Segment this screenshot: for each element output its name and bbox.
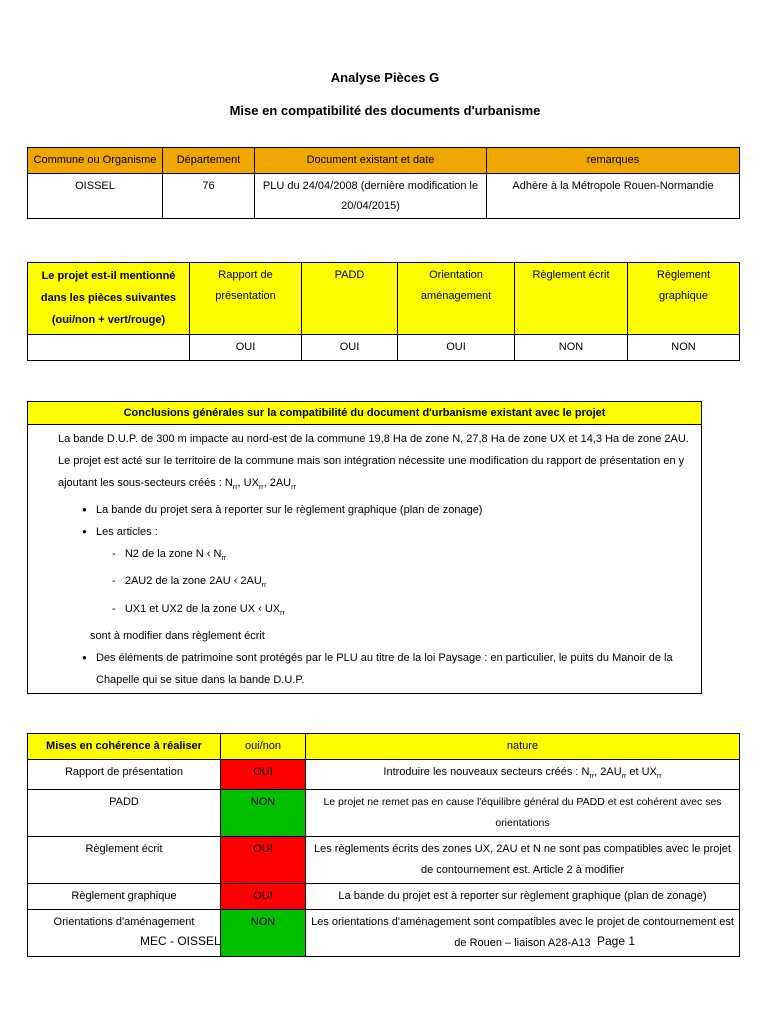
conclusions-header: Conclusions générales sur la compatibilité du document d'urbanisme existant avec le projet bbox=[28, 402, 701, 425]
header-mises: Mises en cohérence à réaliser bbox=[28, 734, 221, 760]
header-padd: PADD bbox=[302, 263, 398, 335]
header-rapport: Rapport de présentation bbox=[190, 263, 302, 335]
header-departement: Département bbox=[163, 148, 255, 174]
value-reglement-graphique: NON bbox=[628, 335, 740, 361]
row-label: PADD bbox=[28, 790, 221, 837]
pieces-table bbox=[27, 262, 740, 361]
dash-item: - N2 de la zone N ‹ $N_{rr}$ bbox=[112, 548, 227, 563]
row-nature: Introduire les nouveaux secteurs créés : $N_{rr}$, $2AU_{rr}$ et $UX_{rr}$ bbox=[306, 760, 740, 790]
dash-item: - 2AU2 de la zone 2AU ‹ $2AU_{rr}$ bbox=[112, 575, 267, 590]
row-label: Règlement graphique bbox=[28, 884, 221, 910]
cell-document: PLU du 24/04/2008 (dernière modification le 20/04/2015) bbox=[255, 174, 487, 219]
footer-left: MEC - OISSEL bbox=[140, 934, 221, 948]
value-orientation: OUI bbox=[398, 335, 515, 361]
row-value: OUI bbox=[221, 760, 306, 790]
row-nature: La bande du projet est à reporter sur règlement graphique (plan de zonage) bbox=[306, 884, 740, 910]
value-reglement-ecrit: NON bbox=[515, 335, 628, 361]
cell-commune: OISSEL bbox=[28, 174, 163, 219]
value-padd: OUI bbox=[302, 335, 398, 361]
row-value: NON bbox=[221, 790, 306, 837]
row-label: Orientations d'aménagement bbox=[28, 910, 221, 957]
header-remarques: remarques bbox=[487, 148, 740, 174]
pieces-empty-cell bbox=[28, 335, 190, 361]
header-ouinon: oui/non bbox=[221, 734, 306, 760]
dash-item: - UX1 et UX2 de la zone UX ‹ $UX_{rr}$ bbox=[112, 602, 285, 617]
value-rapport: OUI bbox=[190, 335, 302, 361]
header-orientation: Orientation aménagement bbox=[398, 263, 515, 335]
conclusions-paragraph-1: La bande D.U.P. de 300 m impacte au nord-est de la commune 19,8 Ha de zone N, 27,8 Ha de zone UX et 14,3 Ha de zone 2AU. bbox=[58, 433, 689, 445]
row-value: NON bbox=[221, 910, 306, 957]
pieces-question: Le projet est-il mentionné dans les pièces suivantes (oui/non + vert/rouge) bbox=[28, 263, 190, 335]
row-nature: Les règlements écrits des zones UX, 2AU et N ne sont pas compatibles avec le projet de contournement est. Article 2 à modifier bbox=[306, 837, 740, 884]
bullet-item: ● Des éléments de patrimoine sont protégés par le PLU au titre de la loi Paysage : en particulier, le puits du Manoir de la Chapelle qui se situe dans la bande D.U.P. bbox=[82, 647, 695, 691]
row-value: OUI bbox=[221, 837, 306, 884]
coherence-table bbox=[27, 733, 740, 957]
cell-departement: 76 bbox=[163, 174, 255, 219]
row-label: Rapport de présentation bbox=[28, 760, 221, 790]
page-title: Analyse Pièces G bbox=[330, 70, 440, 85]
conclusions-paragraph-2: Le projet est acté sur le territoire de la commune mais son intégration nécessite une modification du rapport de présentation en y ajoutant les sous-secteurs créés : $N_{rr}$, $UX_{rr}$, $2AU_{rr}$ bbox=[58, 455, 685, 492]
row-value: OUI bbox=[221, 884, 306, 910]
header-reglement-ecrit: Règlement écrit bbox=[515, 263, 628, 335]
header-document: Document existant et date bbox=[255, 148, 487, 174]
bullet-item: ● La bande du projet sera à reporter sur le règlement graphique (plan de zonage) bbox=[82, 499, 695, 521]
footer-page-number: Page 1 bbox=[597, 934, 636, 948]
conclusions-body bbox=[28, 425, 701, 693]
header-commune: Commune ou Organisme bbox=[28, 148, 163, 174]
row-nature: Le projet ne remet pas en cause l'équilibre général du PADD et est cohérent avec ses orientations bbox=[306, 790, 740, 837]
commune-table bbox=[27, 147, 740, 219]
conclusions-box bbox=[27, 401, 702, 694]
bullet-item: ● Les articles : bbox=[82, 521, 695, 543]
page-subtitle: Mise en compatibilité des documents d'urbanisme bbox=[229, 103, 541, 118]
cell-remarques: Adhère à la Métropole Rouen-Normandie bbox=[487, 174, 740, 219]
row-nature: Les orientations d'aménagement sont compatibles avec le projet de contournement est de Rouen – liaison A28-A13 bbox=[306, 910, 740, 957]
header-reglement-graphique: Règlement graphique bbox=[628, 263, 740, 335]
row-label: Règlement écrit bbox=[28, 837, 221, 884]
after-dash-text: sont à modifier dans règlement écrit bbox=[90, 629, 265, 642]
header-nature: nature bbox=[306, 734, 740, 760]
